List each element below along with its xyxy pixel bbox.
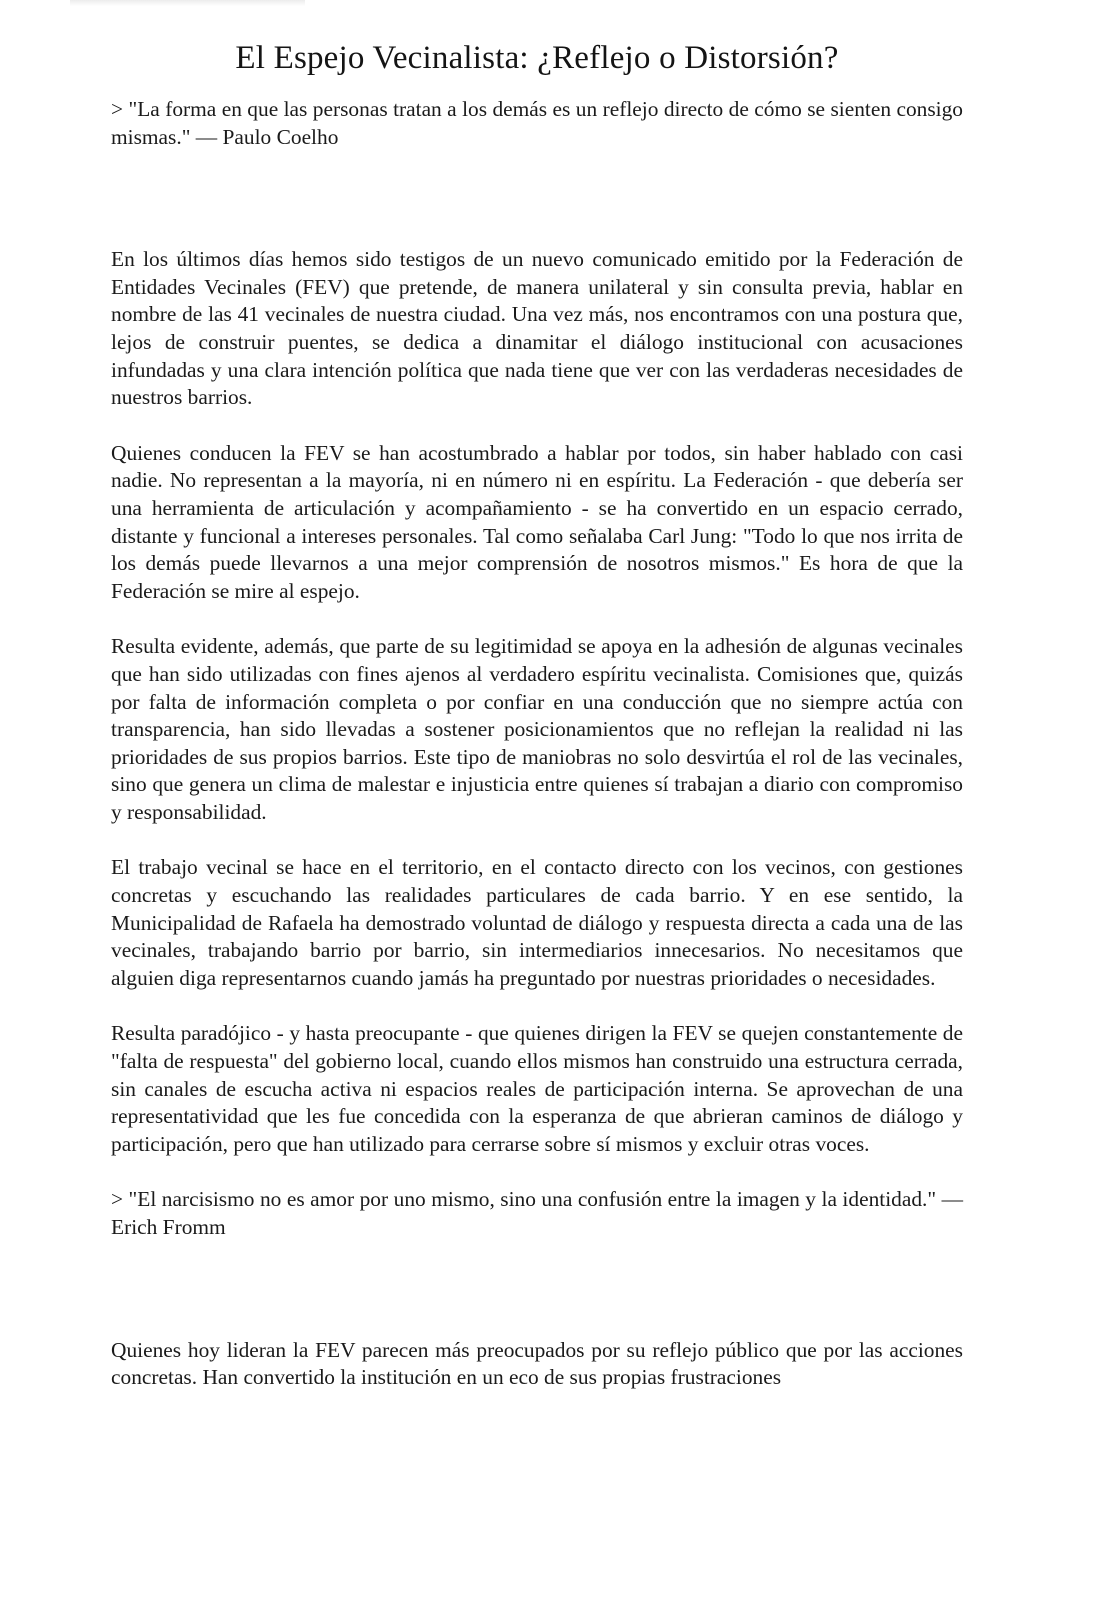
paragraph-2: Quienes conducen la FEV se han acostumbrado a hablar por todos, sin haber hablado con casi nadie. No representan a la mayoría, ni en número ni en espíritu. La Federación - que debería ser una herramienta de articulación y acompañamiento - se ha convertido en un espacio cerrado, distante y funcional a intereses personales. Tal como señalaba Carl Jung: "Todo lo que nos irrita de los demás puede llevarnos a una mejor comprensión de nosotros mismos." Es hora de que la Federación se mire al espejo.: [111, 440, 963, 603]
closing-quote: > "El narcisismo no es amor por uno mismo, sino una confusión entre la imagen y la identidad." — Erich Fromm: [111, 1187, 963, 1239]
document-page: [111, 0, 963, 1392]
paragraph-1: En los últimos días hemos sido testigos de un nuevo comunicado emitido por la Federación de Entidades Vecinales (FEV) que pretende, de manera unilateral y sin consulta previa, hablar en nombre de las 41 vecinales de nuestra ciudad. Una vez más, nos encontramos con una postura que, lejos de construir puentes, se dedica a dinamitar el diálogo institucional con acusaciones infundadas y una clara intención política que nada tiene que ver con las verdaderas necesidades de nuestros barrios.: [111, 247, 963, 410]
paragraph-5: Resulta paradójico - y hasta preocupante - que quienes dirigen la FEV se quejen constantemente de "falta de respuesta" del gobierno local, cuando ellos mismos han construido una estructura cerrada, sin canales de escucha activa ni espacios reales de participación interna. Se aprovechan de una representatividad que les fue concedida con la esperanza de que abrieran caminos de diálogo y participación, pero que han utilizado para cerrarse sobre sí mismos y excluir otras voces.: [111, 1021, 963, 1156]
document-title: El Espejo Vecinalista: ¿Reflejo o Distorsión?: [235, 40, 839, 76]
paragraph-6: Quienes hoy lideran la FEV parecen más preocupados por su reflejo público que por las acciones concretas. Han convertido la institución en un eco de sus propias frustraciones: [111, 1337, 963, 1390]
opening-quote: > "La forma en que las personas tratan a los demás es un reflejo directo de cómo se sienten consigo mismas." — Paulo Coelho: [111, 97, 963, 149]
paragraph-3: Resulta evidente, además, que parte de su legitimidad se apoya en la adhesión de algunas vecinales que han sido utilizadas con fines ajenos al verdadero espíritu vecinalista. Comisiones que, quizás por falta de información completa o por confiar en una conducción que no siempre actúa con transparencia, han sido llevadas a sostener posicionamientos que no reflejan la realidad ni las prioridades de sus propios barrios. Este tipo de maniobras no solo desvirtúa el rol de las vecinales, sino que genera un clima de malestar e injusticia entre quienes sí trabajan a diario con compromiso y responsabilidad.: [111, 634, 963, 824]
paragraph-4: El trabajo vecinal se hace en el territorio, en el contacto directo con los vecinos, con gestiones concretas y escuchando las realidades particulares de cada barrio. Y en ese sentido, la Municipalidad de Rafaela ha demostrado voluntad de diálogo y respuesta directa a cada una de las vecinales, trabajando barrio por barrio, sin intermediarios innecesarios. No necesitamos que alguien diga representarnos cuando jamás ha preguntado por nuestras prioridades o necesidades.: [111, 855, 963, 990]
